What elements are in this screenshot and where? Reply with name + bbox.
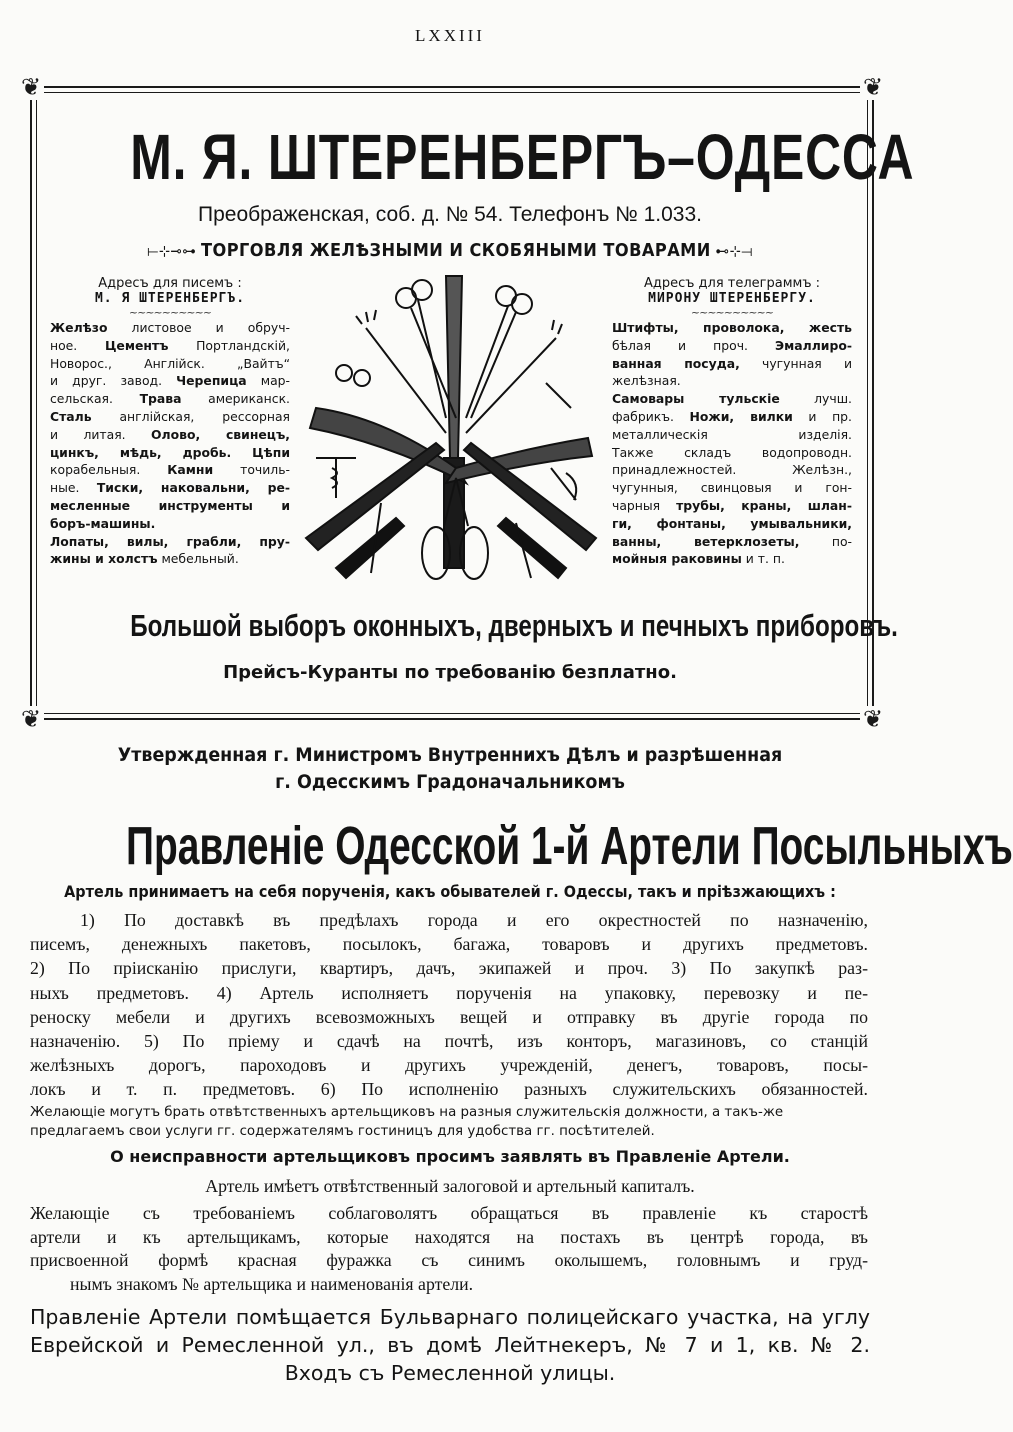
goods-item: Камни	[167, 462, 214, 478]
goods-line	[50, 550, 290, 568]
contact-line: Желающіе съ требованіемъ соблаговолятъ обращаться въ правленіе къ старостѣ	[30, 1203, 868, 1223]
location-line: Правленіе Артели помѣщается Бульварнаго полицейскаго участка, на углу	[30, 1305, 870, 1329]
goods-line	[612, 461, 852, 479]
corner-ornament-icon: ❦	[860, 706, 886, 732]
goods-item: Олово, свинецъ,	[151, 426, 290, 442]
ad-big-choice: Большой выборъ оконныхъ, дверныхъ и печныхъ приборовъ.	[130, 608, 898, 643]
goods-line	[612, 550, 852, 568]
left-column	[50, 276, 290, 568]
goods-line	[50, 390, 290, 408]
goods-desc: по-	[799, 533, 852, 549]
artel-title: Правленіе Одесской 1-й Артели Посыльныхъ	[126, 816, 1013, 876]
goods-desc: американск.	[181, 391, 290, 407]
goods-line	[612, 515, 852, 533]
letter-address-label: Адресъ для писемъ :	[98, 276, 242, 291]
goods-item: боръ-машины.	[50, 515, 156, 531]
goods-desc: желѣзная.	[612, 373, 681, 389]
goods-desc: корабельныя.	[50, 462, 168, 478]
goods-desc: Портландскій,	[168, 337, 290, 353]
goods-desc: и друг. завод.	[50, 373, 177, 389]
approved-line-1: Утвержденная г. Министромъ Внутреннихъ Дѣлъ и разрѣшенная	[117, 744, 783, 766]
goods-item: Цементъ	[104, 337, 169, 353]
goods-line	[50, 337, 290, 355]
squiggle-divider-icon: ~~~~~~~~~~	[128, 306, 212, 319]
goods-desc: чугунныя, свинцовыя и гон-	[612, 480, 852, 496]
letter-address-name: М. Я ШТЕРЕНБЕРГЪ.	[94, 291, 246, 306]
services-line: назначенію. 5) По пріему и сдачѣ на почтѣ, изъ конторъ, магазиновъ, со станцій	[30, 1031, 868, 1052]
ad-address: Преображенская, соб. д. № 54. Телефонъ № 1.033.	[198, 203, 702, 226]
goods-item: ванная посуда,	[612, 355, 740, 371]
goods-item: Желѣзо	[50, 320, 108, 335]
services-line: реноску мебели и другихъ всевозможныхъ вещей и отправку въ другіе города по	[30, 1006, 868, 1027]
right-column	[612, 276, 852, 568]
goods-item: Черепица	[176, 373, 247, 389]
goods-desc: чарныя	[612, 497, 677, 513]
artel-services	[30, 908, 868, 1102]
goods-desc: точиль-	[213, 462, 290, 478]
goods-line	[612, 355, 852, 373]
goods-line	[50, 461, 290, 479]
goods-desc: Также складъ водопроводн.	[612, 444, 852, 460]
goods-line	[612, 319, 852, 337]
goods-line	[50, 515, 290, 533]
goods-line	[612, 479, 852, 497]
goods-desc: бѣлая и проч.	[612, 337, 776, 353]
goods-line	[612, 444, 852, 462]
goods-line	[50, 408, 290, 426]
services-line: локъ и т. п. предметовъ. 6) По исполненію разныхъ служительскихъ обязанностей.	[30, 1079, 868, 1100]
note-line: Желающіе могутъ брать отвѣтственныхъ артельщиковъ на разныя служительскія должности, а такъ-же	[30, 1105, 784, 1120]
telegram-address-name: МИРОНУ ШТЕРЕНБЕРГУ.	[648, 291, 816, 306]
goods-item: мойныя раковины	[612, 551, 742, 567]
goods-desc: и т. п.	[741, 551, 785, 567]
goods-line	[612, 337, 852, 355]
goods-desc: ное.	[50, 337, 105, 353]
corner-ornament-icon: ❦	[18, 74, 44, 100]
services-line: ныхъ предметовъ. 4) Артель исполняетъ порученія на упаковку, перевозку и пе-	[30, 982, 868, 1003]
goods-line	[612, 497, 852, 515]
goods-line	[612, 390, 852, 408]
goods-item: Сталь	[50, 408, 92, 424]
goods-line	[50, 497, 290, 515]
goods-desc: принадлежностей. Желѣзн.,	[612, 462, 852, 478]
artel-intro: Артель принимаетъ на себя порученія, какъ обывателей г. Одессы, такъ и пріѣзжающихъ :	[64, 882, 836, 901]
goods-item: Штифты, проволока, жесть	[612, 320, 852, 335]
goods-line	[612, 426, 852, 444]
services-line: 2) По пріисканію прислуги, квартиръ, дачъ, экипажей и проч. 3) По закупкѣ раз-	[30, 958, 868, 979]
goods-desc: фабрикъ.	[612, 408, 690, 424]
goods-desc: англійская, рессорная	[91, 408, 290, 424]
ad-trade-line	[81, 240, 819, 261]
contact-line: артели и къ артельщикамъ, которые находятся на постахъ въ центрѣ города, въ	[30, 1226, 868, 1247]
location-line: Входъ съ Ремесленной улицы.	[284, 1361, 616, 1385]
ad-pricelist: Прейсъ-Куранты по требованію безплатно.	[223, 662, 677, 683]
goods-desc: листовое и обруч-	[107, 320, 290, 335]
artel-location	[30, 1303, 870, 1387]
goods-desc: чугунная и	[739, 355, 852, 371]
ad-trade-text: ТОРГОВЛЯ ЖЕЛѢЗНЫМИ И СКОБЯНЫМИ ТОВАРАМИ	[200, 240, 711, 261]
goods-desc: ные.	[50, 480, 97, 496]
goods-item: Тиски, наковальни, ре-	[96, 480, 290, 496]
goods-line	[612, 533, 852, 551]
corner-ornament-icon: ❦	[860, 74, 886, 100]
goods-item: Лопаты, вилы, грабли, пру-	[50, 533, 290, 549]
goods-item: Ножи, вилки	[689, 408, 793, 424]
left-goods-list	[50, 319, 290, 568]
goods-item: ванны, ветерклозеты,	[612, 533, 800, 549]
goods-item: Трава	[139, 391, 182, 407]
location-line: Еврейской и Ремесленной ул., въ домѣ Лейтнекеръ, № 7 и 1, кв. № 2.	[30, 1333, 870, 1357]
tools-illustration	[296, 268, 608, 596]
goods-line	[50, 479, 290, 497]
contact-line: присвоенной формѣ красная фуражка съ синимъ околышемъ, головнымъ и груд-	[30, 1250, 868, 1270]
goods-line	[612, 372, 852, 390]
goods-desc: металлическія изделія.	[612, 426, 852, 442]
flourish-right-icon: ⊷⊹⟞	[710, 242, 753, 260]
corner-ornament-icon: ❦	[18, 706, 44, 732]
goods-desc: и литая.	[50, 426, 152, 442]
goods-line	[50, 426, 290, 444]
goods-desc: лучш.	[779, 391, 852, 407]
note-line: предлагаемъ свои услуги гг. содержателямъ гостиницъ для удобства гг. посѣтителей.	[30, 1124, 655, 1139]
goods-line	[50, 372, 290, 390]
goods-item: месленные инструменты и	[50, 497, 290, 513]
approved-line-2: г. Одесскимъ Градоначальникомъ	[275, 771, 625, 793]
goods-desc: сельская.	[50, 391, 140, 407]
goods-line	[50, 319, 290, 337]
artel-capital: Артель имѣетъ отвѣтственный залоговой и артельный капиталъ.	[205, 1176, 695, 1196]
services-line: писемъ, денежныхъ пакетовъ, посылокъ, багажа, товаровъ и другихъ предметовъ.	[30, 934, 868, 955]
goods-item: Самовары тульскіе	[612, 391, 780, 407]
right-goods-list	[612, 319, 852, 568]
goods-item: Эмаллиро-	[775, 337, 852, 353]
artel-contact	[30, 1202, 868, 1296]
services-line: 1) По доставкѣ въ предѣлахъ города и его окрестностей по назначенію,	[80, 910, 868, 930]
goods-item: трубы, краны, шлан-	[676, 497, 852, 513]
artel-note	[30, 1103, 870, 1141]
goods-line	[50, 533, 290, 551]
telegram-address-label: Адресъ для телеграммъ :	[643, 276, 821, 291]
goods-item: ги, фонтаны, умывальники,	[612, 515, 852, 531]
goods-desc: мар-	[246, 373, 291, 389]
goods-line	[50, 444, 290, 462]
goods-line	[50, 355, 290, 373]
goods-line	[612, 408, 852, 426]
goods-item: жины и холстъ	[50, 551, 158, 567]
goods-desc: Новорос., Англійск. „Вайтъ“	[50, 355, 290, 371]
goods-desc: и пр.	[792, 408, 852, 424]
flourish-left-icon: ⟝⊹⊸⊶	[147, 242, 201, 260]
contact-line: нымъ знакомъ № артельщика и наименованія артели.	[70, 1273, 474, 1294]
artel-complaints: О неисправности артельщиковъ просимъ заявлять въ Правленіе Артели.	[110, 1147, 790, 1166]
page-number: LXXIII	[415, 26, 485, 45]
ad-title: М. Я. ШТЕРЕНБЕРГЪ–ОДЕССА	[130, 121, 915, 193]
squiggle-divider-icon: ~~~~~~~~~~	[690, 306, 774, 319]
goods-item: цинкъ, мѣдь, дробь. Цѣпи	[50, 444, 290, 460]
goods-desc: мебельный.	[157, 551, 239, 567]
services-line: желѣзныхъ дорогъ, пароходовъ и другихъ учрежденій, денегъ, товаровъ, посы-	[30, 1055, 868, 1076]
